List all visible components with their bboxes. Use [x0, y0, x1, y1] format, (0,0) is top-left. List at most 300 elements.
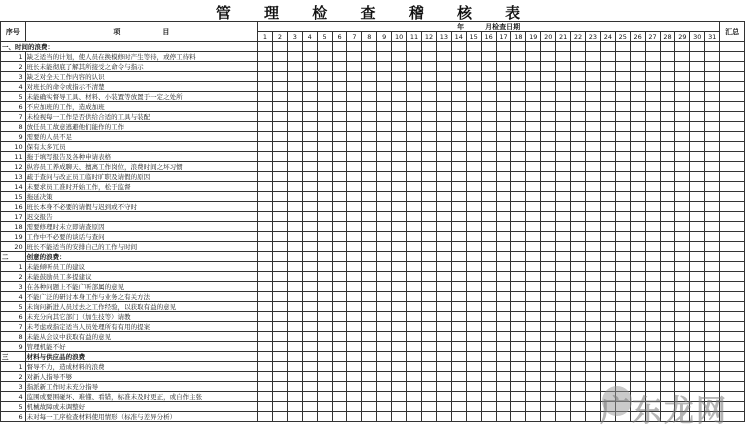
- check-cell[interactable]: [660, 182, 675, 192]
- check-cell[interactable]: [258, 292, 273, 302]
- total-cell[interactable]: [720, 142, 745, 152]
- check-cell[interactable]: [347, 142, 362, 152]
- check-cell[interactable]: [571, 352, 586, 362]
- check-cell[interactable]: [585, 382, 600, 392]
- check-cell[interactable]: [615, 62, 630, 72]
- check-cell[interactable]: [705, 212, 720, 222]
- check-cell[interactable]: [496, 122, 511, 132]
- check-cell[interactable]: [645, 62, 660, 72]
- check-cell[interactable]: [675, 82, 690, 92]
- check-cell[interactable]: [332, 212, 347, 222]
- check-cell[interactable]: [362, 62, 377, 72]
- check-cell[interactable]: [496, 342, 511, 352]
- check-cell[interactable]: [660, 312, 675, 322]
- check-cell[interactable]: [377, 342, 392, 352]
- check-cell[interactable]: [615, 132, 630, 142]
- check-cell[interactable]: [660, 262, 675, 272]
- check-cell[interactable]: [556, 342, 571, 352]
- check-cell[interactable]: [675, 212, 690, 222]
- check-cell[interactable]: [541, 72, 556, 82]
- check-cell[interactable]: [615, 52, 630, 62]
- check-cell[interactable]: [705, 122, 720, 132]
- check-cell[interactable]: [630, 272, 645, 282]
- check-cell[interactable]: [392, 302, 407, 312]
- check-cell[interactable]: [347, 362, 362, 372]
- check-cell[interactable]: [600, 352, 615, 362]
- check-cell[interactable]: [287, 102, 302, 112]
- check-cell[interactable]: [392, 282, 407, 292]
- check-cell[interactable]: [392, 372, 407, 382]
- check-cell[interactable]: [332, 272, 347, 282]
- check-cell[interactable]: [496, 362, 511, 372]
- check-cell[interactable]: [377, 92, 392, 102]
- check-cell[interactable]: [377, 172, 392, 182]
- check-cell[interactable]: [466, 372, 481, 382]
- check-cell[interactable]: [272, 272, 287, 282]
- check-cell[interactable]: [466, 392, 481, 402]
- check-cell[interactable]: [317, 122, 332, 132]
- check-cell[interactable]: [287, 312, 302, 322]
- check-cell[interactable]: [392, 332, 407, 342]
- check-cell[interactable]: [645, 142, 660, 152]
- check-cell[interactable]: [541, 152, 556, 162]
- check-cell[interactable]: [705, 332, 720, 342]
- check-cell[interactable]: [615, 72, 630, 82]
- total-cell[interactable]: [720, 322, 745, 332]
- check-cell[interactable]: [377, 52, 392, 62]
- check-cell[interactable]: [705, 102, 720, 112]
- check-cell[interactable]: [645, 212, 660, 222]
- check-cell[interactable]: [571, 332, 586, 342]
- check-cell[interactable]: [466, 302, 481, 312]
- check-cell[interactable]: [496, 332, 511, 342]
- check-cell[interactable]: [451, 292, 466, 302]
- check-cell[interactable]: [571, 272, 586, 282]
- check-cell[interactable]: [287, 112, 302, 122]
- check-cell[interactable]: [690, 162, 705, 172]
- check-cell[interactable]: [436, 172, 451, 182]
- check-cell[interactable]: [556, 282, 571, 292]
- check-cell[interactable]: [392, 82, 407, 92]
- check-cell[interactable]: [377, 372, 392, 382]
- check-cell[interactable]: [585, 312, 600, 322]
- check-cell[interactable]: [407, 242, 422, 252]
- check-cell[interactable]: [556, 372, 571, 382]
- check-cell[interactable]: [362, 312, 377, 322]
- check-cell[interactable]: [675, 152, 690, 162]
- check-cell[interactable]: [466, 222, 481, 232]
- check-cell[interactable]: [258, 182, 273, 192]
- check-cell[interactable]: [332, 192, 347, 202]
- check-cell[interactable]: [690, 272, 705, 282]
- check-cell[interactable]: [541, 322, 556, 332]
- total-cell[interactable]: [720, 172, 745, 182]
- check-cell[interactable]: [541, 192, 556, 202]
- check-cell[interactable]: [272, 302, 287, 312]
- check-cell[interactable]: [272, 342, 287, 352]
- check-cell[interactable]: [541, 232, 556, 242]
- check-cell[interactable]: [272, 392, 287, 402]
- check-cell[interactable]: [600, 112, 615, 122]
- check-cell[interactable]: [466, 142, 481, 152]
- check-cell[interactable]: [496, 322, 511, 332]
- check-cell[interactable]: [630, 252, 645, 262]
- check-cell[interactable]: [258, 222, 273, 232]
- check-cell[interactable]: [377, 192, 392, 202]
- check-cell[interactable]: [675, 372, 690, 382]
- check-cell[interactable]: [436, 62, 451, 72]
- check-cell[interactable]: [362, 272, 377, 282]
- check-cell[interactable]: [407, 62, 422, 72]
- check-cell[interactable]: [362, 412, 377, 422]
- check-cell[interactable]: [317, 112, 332, 122]
- check-cell[interactable]: [645, 172, 660, 182]
- check-cell[interactable]: [585, 332, 600, 342]
- check-cell[interactable]: [317, 182, 332, 192]
- check-cell[interactable]: [585, 152, 600, 162]
- check-cell[interactable]: [585, 112, 600, 122]
- check-cell[interactable]: [272, 52, 287, 62]
- check-cell[interactable]: [585, 132, 600, 142]
- check-cell[interactable]: [496, 402, 511, 412]
- check-cell[interactable]: [675, 112, 690, 122]
- check-cell[interactable]: [556, 112, 571, 122]
- check-cell[interactable]: [526, 262, 541, 272]
- check-cell[interactable]: [600, 42, 615, 52]
- check-cell[interactable]: [377, 42, 392, 52]
- check-cell[interactable]: [705, 142, 720, 152]
- check-cell[interactable]: [526, 72, 541, 82]
- check-cell[interactable]: [481, 72, 496, 82]
- check-cell[interactable]: [377, 162, 392, 172]
- check-cell[interactable]: [675, 72, 690, 82]
- check-cell[interactable]: [496, 252, 511, 262]
- check-cell[interactable]: [511, 42, 526, 52]
- check-cell[interactable]: [556, 102, 571, 112]
- check-cell[interactable]: [377, 282, 392, 292]
- check-cell[interactable]: [422, 232, 437, 242]
- check-cell[interactable]: [526, 322, 541, 332]
- check-cell[interactable]: [645, 242, 660, 252]
- check-cell[interactable]: [526, 392, 541, 402]
- check-cell[interactable]: [585, 392, 600, 402]
- check-cell[interactable]: [422, 212, 437, 222]
- check-cell[interactable]: [541, 262, 556, 272]
- check-cell[interactable]: [436, 202, 451, 212]
- check-cell[interactable]: [645, 272, 660, 282]
- check-cell[interactable]: [630, 192, 645, 202]
- check-cell[interactable]: [362, 242, 377, 252]
- check-cell[interactable]: [436, 272, 451, 282]
- check-cell[interactable]: [645, 282, 660, 292]
- check-cell[interactable]: [287, 42, 302, 52]
- check-cell[interactable]: [362, 52, 377, 62]
- check-cell[interactable]: [258, 52, 273, 62]
- check-cell[interactable]: [675, 232, 690, 242]
- check-cell[interactable]: [392, 292, 407, 302]
- check-cell[interactable]: [630, 122, 645, 132]
- check-cell[interactable]: [541, 352, 556, 362]
- check-cell[interactable]: [287, 202, 302, 212]
- check-cell[interactable]: [377, 82, 392, 92]
- check-cell[interactable]: [272, 62, 287, 72]
- check-cell[interactable]: [645, 202, 660, 212]
- check-cell[interactable]: [556, 412, 571, 422]
- check-cell[interactable]: [272, 112, 287, 122]
- check-cell[interactable]: [705, 172, 720, 182]
- check-cell[interactable]: [496, 72, 511, 82]
- check-cell[interactable]: [407, 202, 422, 212]
- check-cell[interactable]: [556, 252, 571, 262]
- check-cell[interactable]: [541, 52, 556, 62]
- check-cell[interactable]: [496, 62, 511, 72]
- check-cell[interactable]: [481, 272, 496, 282]
- check-cell[interactable]: [377, 142, 392, 152]
- check-cell[interactable]: [466, 292, 481, 302]
- check-cell[interactable]: [422, 52, 437, 62]
- check-cell[interactable]: [690, 102, 705, 112]
- check-cell[interactable]: [392, 122, 407, 132]
- check-cell[interactable]: [645, 122, 660, 132]
- check-cell[interactable]: [466, 362, 481, 372]
- check-cell[interactable]: [571, 82, 586, 92]
- check-cell[interactable]: [436, 222, 451, 232]
- total-cell[interactable]: [720, 52, 745, 62]
- check-cell[interactable]: [466, 132, 481, 142]
- check-cell[interactable]: [585, 182, 600, 192]
- check-cell[interactable]: [451, 412, 466, 422]
- check-cell[interactable]: [481, 52, 496, 62]
- check-cell[interactable]: [436, 302, 451, 312]
- check-cell[interactable]: [302, 242, 317, 252]
- check-cell[interactable]: [571, 342, 586, 352]
- check-cell[interactable]: [690, 92, 705, 102]
- check-cell[interactable]: [675, 52, 690, 62]
- check-cell[interactable]: [571, 252, 586, 262]
- check-cell[interactable]: [690, 322, 705, 332]
- check-cell[interactable]: [675, 92, 690, 102]
- check-cell[interactable]: [600, 282, 615, 292]
- check-cell[interactable]: [571, 142, 586, 152]
- check-cell[interactable]: [332, 292, 347, 302]
- check-cell[interactable]: [690, 62, 705, 72]
- total-cell[interactable]: [720, 252, 745, 262]
- check-cell[interactable]: [362, 292, 377, 302]
- check-cell[interactable]: [496, 262, 511, 272]
- check-cell[interactable]: [436, 182, 451, 192]
- total-cell[interactable]: [720, 332, 745, 342]
- check-cell[interactable]: [258, 382, 273, 392]
- check-cell[interactable]: [407, 252, 422, 262]
- check-cell[interactable]: [362, 332, 377, 342]
- check-cell[interactable]: [317, 232, 332, 242]
- check-cell[interactable]: [571, 132, 586, 142]
- total-cell[interactable]: [720, 312, 745, 322]
- check-cell[interactable]: [571, 162, 586, 172]
- check-cell[interactable]: [422, 172, 437, 182]
- check-cell[interactable]: [526, 162, 541, 172]
- check-cell[interactable]: [630, 362, 645, 372]
- check-cell[interactable]: [645, 72, 660, 82]
- check-cell[interactable]: [511, 152, 526, 162]
- check-cell[interactable]: [436, 242, 451, 252]
- check-cell[interactable]: [481, 372, 496, 382]
- check-cell[interactable]: [436, 252, 451, 262]
- check-cell[interactable]: [287, 192, 302, 202]
- check-cell[interactable]: [362, 202, 377, 212]
- check-cell[interactable]: [422, 412, 437, 422]
- check-cell[interactable]: [600, 152, 615, 162]
- check-cell[interactable]: [377, 212, 392, 222]
- check-cell[interactable]: [392, 272, 407, 282]
- check-cell[interactable]: [556, 72, 571, 82]
- check-cell[interactable]: [436, 102, 451, 112]
- check-cell[interactable]: [287, 242, 302, 252]
- check-cell[interactable]: [258, 72, 273, 82]
- check-cell[interactable]: [675, 332, 690, 342]
- check-cell[interactable]: [392, 242, 407, 252]
- check-cell[interactable]: [302, 152, 317, 162]
- check-cell[interactable]: [526, 242, 541, 252]
- check-cell[interactable]: [496, 92, 511, 102]
- check-cell[interactable]: [302, 52, 317, 62]
- check-cell[interactable]: [526, 372, 541, 382]
- check-cell[interactable]: [511, 282, 526, 292]
- check-cell[interactable]: [302, 162, 317, 172]
- check-cell[interactable]: [317, 132, 332, 142]
- check-cell[interactable]: [600, 222, 615, 232]
- check-cell[interactable]: [347, 282, 362, 292]
- check-cell[interactable]: [347, 262, 362, 272]
- check-cell[interactable]: [347, 392, 362, 402]
- check-cell[interactable]: [571, 182, 586, 192]
- check-cell[interactable]: [690, 242, 705, 252]
- check-cell[interactable]: [630, 372, 645, 382]
- check-cell[interactable]: [287, 322, 302, 332]
- check-cell[interactable]: [705, 272, 720, 282]
- total-cell[interactable]: [720, 192, 745, 202]
- check-cell[interactable]: [377, 352, 392, 362]
- check-cell[interactable]: [571, 402, 586, 412]
- check-cell[interactable]: [705, 182, 720, 192]
- check-cell[interactable]: [466, 162, 481, 172]
- check-cell[interactable]: [466, 122, 481, 132]
- check-cell[interactable]: [392, 112, 407, 122]
- check-cell[interactable]: [332, 122, 347, 132]
- check-cell[interactable]: [615, 232, 630, 242]
- check-cell[interactable]: [571, 192, 586, 202]
- check-cell[interactable]: [585, 52, 600, 62]
- check-cell[interactable]: [451, 62, 466, 72]
- check-cell[interactable]: [556, 362, 571, 372]
- check-cell[interactable]: [377, 222, 392, 232]
- check-cell[interactable]: [302, 342, 317, 352]
- check-cell[interactable]: [258, 232, 273, 242]
- check-cell[interactable]: [451, 72, 466, 82]
- check-cell[interactable]: [481, 302, 496, 312]
- check-cell[interactable]: [362, 212, 377, 222]
- check-cell[interactable]: [585, 222, 600, 232]
- check-cell[interactable]: [645, 82, 660, 92]
- check-cell[interactable]: [272, 312, 287, 322]
- check-cell[interactable]: [451, 312, 466, 322]
- check-cell[interactable]: [466, 252, 481, 262]
- check-cell[interactable]: [362, 252, 377, 262]
- check-cell[interactable]: [451, 42, 466, 52]
- check-cell[interactable]: [362, 362, 377, 372]
- check-cell[interactable]: [407, 132, 422, 142]
- check-cell[interactable]: [615, 272, 630, 282]
- check-cell[interactable]: [630, 172, 645, 182]
- check-cell[interactable]: [630, 52, 645, 62]
- check-cell[interactable]: [571, 212, 586, 222]
- check-cell[interactable]: [407, 42, 422, 52]
- check-cell[interactable]: [362, 172, 377, 182]
- check-cell[interactable]: [585, 352, 600, 362]
- check-cell[interactable]: [496, 132, 511, 142]
- check-cell[interactable]: [422, 362, 437, 372]
- check-cell[interactable]: [466, 342, 481, 352]
- check-cell[interactable]: [526, 142, 541, 152]
- check-cell[interactable]: [377, 302, 392, 312]
- check-cell[interactable]: [660, 122, 675, 132]
- check-cell[interactable]: [392, 152, 407, 162]
- check-cell[interactable]: [571, 392, 586, 402]
- check-cell[interactable]: [466, 322, 481, 332]
- check-cell[interactable]: [422, 342, 437, 352]
- check-cell[interactable]: [302, 232, 317, 242]
- check-cell[interactable]: [705, 42, 720, 52]
- check-cell[interactable]: [496, 412, 511, 422]
- check-cell[interactable]: [422, 372, 437, 382]
- check-cell[interactable]: [258, 122, 273, 132]
- check-cell[interactable]: [585, 342, 600, 352]
- check-cell[interactable]: [496, 202, 511, 212]
- check-cell[interactable]: [690, 142, 705, 152]
- check-cell[interactable]: [615, 372, 630, 382]
- check-cell[interactable]: [422, 282, 437, 292]
- check-cell[interactable]: [347, 172, 362, 182]
- check-cell[interactable]: [466, 182, 481, 192]
- check-cell[interactable]: [511, 362, 526, 372]
- check-cell[interactable]: [615, 42, 630, 52]
- check-cell[interactable]: [332, 102, 347, 112]
- check-cell[interactable]: [317, 392, 332, 402]
- check-cell[interactable]: [272, 42, 287, 52]
- check-cell[interactable]: [630, 222, 645, 232]
- check-cell[interactable]: [541, 342, 556, 352]
- check-cell[interactable]: [362, 302, 377, 312]
- check-cell[interactable]: [272, 122, 287, 132]
- check-cell[interactable]: [392, 182, 407, 192]
- check-cell[interactable]: [362, 122, 377, 132]
- check-cell[interactable]: [690, 42, 705, 52]
- check-cell[interactable]: [600, 102, 615, 112]
- check-cell[interactable]: [585, 62, 600, 72]
- total-cell[interactable]: [720, 342, 745, 352]
- check-cell[interactable]: [600, 62, 615, 72]
- check-cell[interactable]: [317, 202, 332, 212]
- check-cell[interactable]: [332, 242, 347, 252]
- check-cell[interactable]: [258, 392, 273, 402]
- check-cell[interactable]: [511, 162, 526, 172]
- check-cell[interactable]: [451, 92, 466, 102]
- check-cell[interactable]: [481, 42, 496, 52]
- check-cell[interactable]: [347, 332, 362, 342]
- check-cell[interactable]: [362, 152, 377, 162]
- check-cell[interactable]: [705, 342, 720, 352]
- check-cell[interactable]: [466, 112, 481, 122]
